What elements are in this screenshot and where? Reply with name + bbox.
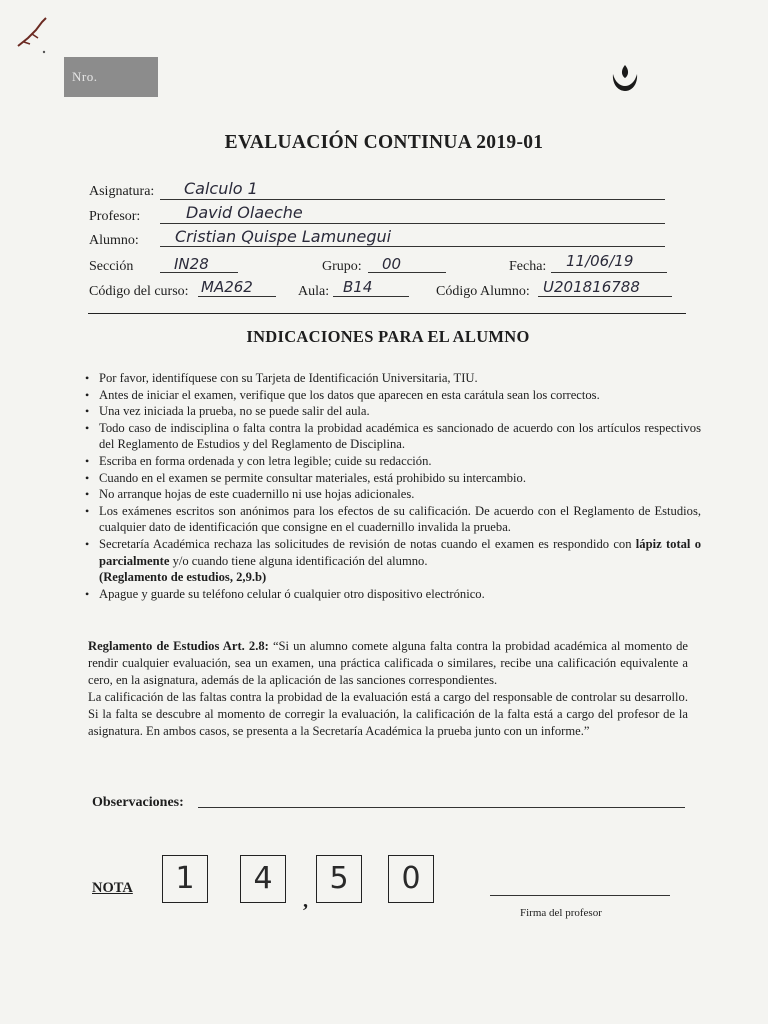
header-separator	[88, 313, 686, 314]
instruction-item: • Cuando en el examen se permite consultar materiales, está prohibido su intercambio.	[99, 470, 701, 487]
asignatura-value: Calculo 1	[184, 179, 258, 198]
codigo-alumno-label: Código Alumno:	[436, 284, 530, 299]
codigo-curso-value: MA262	[201, 278, 253, 296]
instructions-list	[85, 370, 701, 602]
university-logo-icon	[608, 62, 642, 94]
grade-digit-box: 0	[388, 855, 434, 903]
ink-mark	[14, 8, 50, 58]
instruction-reference: (Reglamento de estudios, 2,9.b)	[99, 570, 267, 585]
grade-digit-box: 5	[316, 855, 362, 903]
instruction-item: • Por favor, identifíquese con su Tarjeta de Identificación Universitaria, TIU.	[99, 370, 701, 387]
regulation-text: “Si un alumno comete alguna falta contra la probidad académica al momento de rendir cualquier evaluación, sea un examen, una práctica calificada o similares, recibe una calificación equivalente a cero, en la asignatura, además de la aplicación de las sanciones correspondientes.	[88, 639, 688, 687]
instruction-item: • Antes de iniciar el examen, verifique que los datos que aparecen en esta carátula sean los correctos.	[99, 387, 701, 404]
instruction-bold-text: lápiz total o parcialmente	[99, 536, 702, 568]
observaciones-line	[198, 807, 685, 808]
instruction-item: • Apague y guarde su teléfono celular ó cualquier otro dispositivo electrónico.	[99, 586, 701, 603]
nota-label: NOTA	[92, 880, 133, 896]
aula-line	[333, 296, 409, 297]
exam-title: EVALUACIÓN CONTINUA 2019-01	[224, 132, 544, 153]
regulation-block	[88, 638, 688, 740]
seccion-label: Sección	[89, 259, 134, 274]
alumno-value: Cristian Quispe Lamunegui	[175, 227, 392, 246]
codigo-alumno-line	[538, 296, 672, 297]
observaciones-label: Observaciones:	[92, 795, 184, 810]
grade-comma: ,	[303, 890, 308, 912]
alumno-label: Alumno:	[89, 233, 139, 248]
codigo-alumno-value: U201816788	[543, 278, 640, 296]
profesor-label: Profesor:	[89, 209, 141, 224]
aula-label: Aula:	[298, 284, 330, 299]
instruction-text: Secretaría Académica rechaza las solicitudes de revisión de notas cuando el examen es respondido con	[99, 536, 636, 551]
instructions-title: INDICACIONES PARA EL ALUMNO	[246, 327, 530, 346]
aula-value: B14	[343, 278, 373, 296]
grupo-line	[368, 272, 446, 273]
instruction-text: y/o cuando tiene alguna identificación del alumno.	[169, 553, 428, 568]
grupo-value: 00	[382, 255, 402, 273]
instruction-item: • Una vez iniciada la prueba, no se puede salir del aula.	[99, 403, 701, 420]
grade-digit-box: 4	[240, 855, 286, 903]
alumno-line	[160, 246, 665, 247]
asignatura-line	[160, 199, 665, 200]
nro-box: Nro.	[64, 57, 158, 97]
regulation-heading: Reglamento de Estudios Art. 2.8:	[88, 639, 269, 653]
firma-label: Firma del profesor	[520, 907, 602, 919]
instruction-item: • No arranque hojas de este cuadernillo ni use hojas adicionales.	[99, 486, 701, 503]
seccion-value: IN28	[174, 255, 209, 273]
asignatura-label: Asignatura:	[89, 184, 155, 199]
grade-digit-box: 1	[162, 855, 208, 903]
instruction-item	[99, 536, 701, 586]
fecha-value: 11/06/19	[566, 252, 634, 270]
regulation-text-2: La calificación de las faltas contra la probidad de la evaluación está a cargo del responsable de controlar su desarrollo. Si la falta se descubre al momento de corregir la evaluación, la calificación de la falta está a cargo del profesor de la asignatura. En ambos casos, se presenta a la Secretaría Académica la prueba junto con un informe.”	[88, 690, 688, 738]
fecha-label: Fecha:	[509, 259, 547, 274]
grupo-label: Grupo:	[322, 259, 362, 274]
instruction-item: • Escriba en forma ordenada y con letra legible; cuide su redacción.	[99, 453, 701, 470]
instruction-item: • Todo caso de indisciplina o falta contra la probidad académica es sancionado de acuerdo con los artículos respectivos del Reglamento de Estudios y del Reglamento de Disciplina.	[99, 420, 701, 453]
firma-line	[490, 895, 670, 896]
codigo-curso-line	[198, 296, 276, 297]
codigo-curso-label: Código del curso:	[89, 284, 189, 299]
profesor-line	[160, 223, 665, 224]
instruction-item: • Los exámenes escritos son anónimos para los efectos de su calificación. De acuerdo con el Reglamento de Estudios, cualquier dato de identificación que consigne en el cuadernillo invalida la prueba.	[99, 503, 701, 536]
fecha-line	[551, 272, 667, 273]
profesor-value: David Olaeche	[186, 203, 303, 222]
